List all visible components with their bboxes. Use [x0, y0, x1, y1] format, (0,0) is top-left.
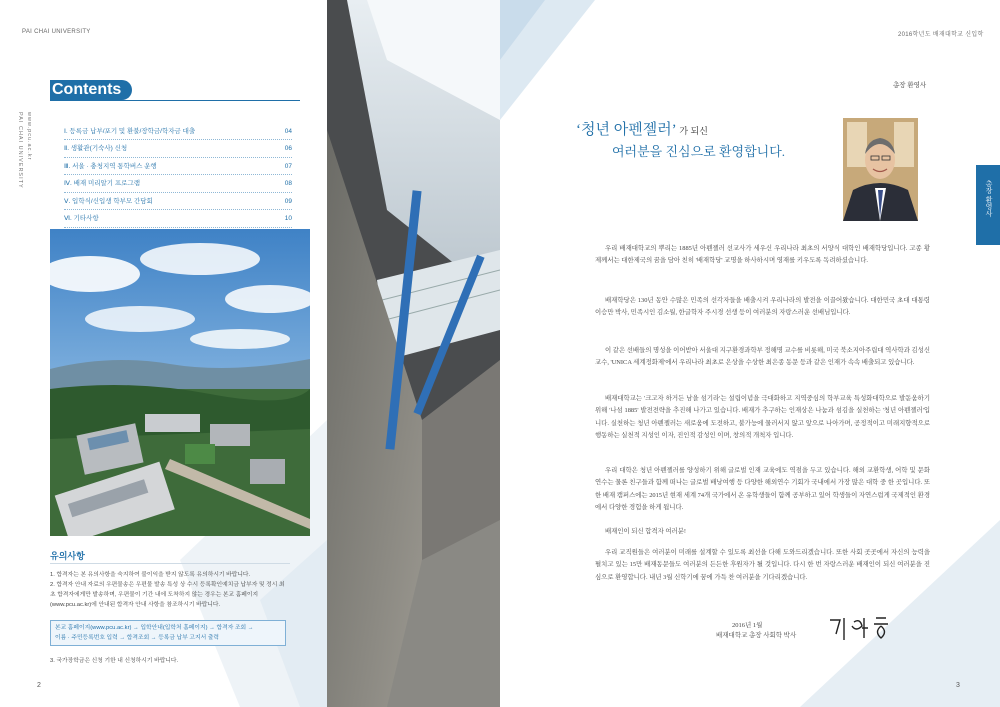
body-paragraph: 배재대학교는 '크고자 하거든 남을 섬기라'는 설립이념을 극대화하고 지역중심의 학부교육 특성화대학으로 발돋움하기 위해 '나섬 1885' 발전전략을 추진해 나가고 있습니다. 배재가 추구하는 인재상은 나눔과 섬김을 실천하는 '청년 아펜젤러'입니다. 실천하는 청년 아펜젤러는 새로움에 도전하고, 불가능에 물러서지 않고 앞으로 나아가며, 공정적이고 미래지향적으로 행동하는 실천적 지성인 이자, 진인적 감성인 이며, 창의적 개척자 입니다. [595, 395, 930, 439]
headline-line1 [576, 118, 708, 139]
vertical-url: www.pcu.ac.kr [26, 112, 32, 161]
notice-title: 유의사항 [50, 551, 85, 561]
toc-label: Ⅲ. 서울 · 충청지역 통학버스 운행 [64, 162, 157, 170]
toc-page: 09 [284, 197, 292, 205]
toc-page: 06 [284, 145, 292, 153]
campus-aerial-photo [50, 229, 310, 536]
architecture-photo [327, 0, 500, 707]
toc-item[interactable] [64, 178, 292, 192]
body-paragraph: 배재인이 되신 합격자 여러분! [605, 528, 687, 535]
toc-label: Ⅱ. 생활관(기숙사) 신청 [64, 145, 128, 153]
right-page-number: 3 [956, 682, 960, 689]
contents-rule [50, 100, 300, 101]
toc-label: Ⅳ. 배재 미리알기 프로그램 [64, 180, 141, 188]
toc-label: Ⅰ. 등록금 납부/포기 및 환불/장학금/학자금 대출 [64, 128, 196, 135]
president-portrait [843, 118, 918, 221]
toc-page: 10 [284, 215, 292, 223]
notice-box-line: 이름 · 주민등록번호 입력 → 합격조회 → 등록금 납부 고지서 출력 [55, 635, 220, 641]
headline-quote: ‘청년 아펜젤러’ [576, 122, 677, 138]
notice-item: 1. 합격자는 본 유의사항을 숙지하여 불이익을 받지 않도록 유의하시기 바랍니다. [50, 572, 251, 578]
body-paragraph: 우리 대학은 청년 아펜젤러를 양성하기 위해 글로벌 인재 교육에도 역점을 두고 있습니다. 해외 교환학생, 어학 및 문화연수는 물론 친구들과 함께 떠나는 글로벌 배낭여행 등 다양한 해외연수 기회가 국내에서 가장 많은 대학 중 한 곳입니다. 또한 배재 캠퍼스에는 2015년 현재 세계 74개 국가에서 온 유학생들이 함께 공부하고 있어 학생들이 자연스럽게 국제적인 환경에서 다양한 경험을 하게 됩니다. [595, 467, 930, 511]
headline-small: 가 되신 [679, 126, 708, 136]
toc-label: Ⅵ. 기타사항 [64, 215, 99, 223]
sign-date: 2016년 1월 [732, 622, 763, 629]
greeting-label: 총장 환영사 [893, 82, 927, 89]
sign-title: 배재대학교 총장 사회학 박사 [716, 632, 797, 639]
notice-item: 3. 국가장학금은 신청 기한 내 신청하시기 바랍니다. [50, 658, 179, 664]
contents-title: Contents [52, 81, 122, 98]
notice-guide-box [50, 620, 286, 646]
toc-item[interactable] [64, 213, 292, 227]
left-page-number: 2 [37, 682, 41, 689]
notice-list [50, 570, 290, 610]
notice-box-line: 본교 홈페이지(www.pcu.ac.kr) → 입학안내(입학처 홈페이지) → 합격자 조회 → [55, 625, 254, 631]
toc-item[interactable] [64, 161, 292, 175]
table-of-contents [64, 126, 292, 231]
toc-label: Ⅴ. 입학식/신입생 학부모 간담회 [64, 197, 153, 205]
vertical-name: PAI CHAI UNIVERSITY [17, 112, 23, 189]
right-page [500, 0, 1000, 707]
body-paragraph: 배재학당은 130년 동안 수많은 민족의 선각자들을 배출시켜 우리나라의 발전을 이끌어왔습니다. 대한민국 초대 대통령 이승만 박사, 민족시인 김소월, 한글학자 주시경 선생 등이 여러분의 자랑스러운 선배님입니다. [595, 297, 930, 317]
notice-item: 2. 합격자 안내 자료의 우편물송은 우편물 발송 특성 상 수시 등록확인예치금 납부자 및 정시 최초 합격자에게만 발송하며, 우편물이 기간 내에 도착하지 않는 경우는 본교 홈페이지 (www.pcu.ac.kr)에 안내된 합격자 안내 사항을 참조하시기 바랍니다. [50, 582, 285, 608]
toc-page: 08 [284, 180, 292, 188]
headline-line2: 여러분을 진심으로 환영합니다. [612, 144, 786, 159]
right-running-header: 2016학년도 배재대학교 신입학 [898, 32, 984, 38]
toc-item[interactable] [64, 143, 292, 157]
body-paragraph: 우리 교직원들은 여러분이 미래를 설계할 수 있도록 최선을 다해 도와드리겠습니다. 또한 사회 곳곳에서 자신의 능력을 펼치고 있는 15만 배재동문들도 여러분의 든든한 후원자가 될 것입니다. 다시 한 번 자랑스러운 배재인이 되신 여러분을 진심으로 환영합니다. 내년 3월 신학기에 꿈에 가득 찬 여러분을 기다리겠습니다. [595, 549, 930, 581]
left-running-header: PAI CHAI UNIVERSITY [22, 29, 91, 35]
toc-page: 07 [284, 162, 292, 170]
body-paragraph: 이 같은 선배들의 명성을 이어받아 서울대 지구환경과학부 정해명 교수를 비롯해, 미국 북소지아주립대 역사학과 김성신 교수, 'UNICA 세계정화제'에서 우리나라 최초로 은상을 수상한 최은종 동문 등과 같은 인재가 속속 배출되고 있습니다. [595, 347, 930, 367]
notice-rule [50, 563, 290, 564]
section-tab-label: 총장 환영사 [985, 180, 992, 217]
toc-page: 04 [284, 128, 292, 135]
body-paragraph: 우리 배재대학교의 뿌리는 1885년 아펜젤러 선교사가 세우신 우리나라 최초의 서양식 대학인 배재학당입니다. 고종 황제께서는 대한제국의 꿈을 담아 친히 '배재학당' 교명을 하사하시며 영재를 키우도록 독려하셨습니다. [595, 245, 930, 265]
toc-item[interactable] [64, 196, 292, 210]
president-signature [826, 612, 896, 646]
toc-item[interactable] [64, 126, 292, 140]
left-page [0, 0, 327, 707]
